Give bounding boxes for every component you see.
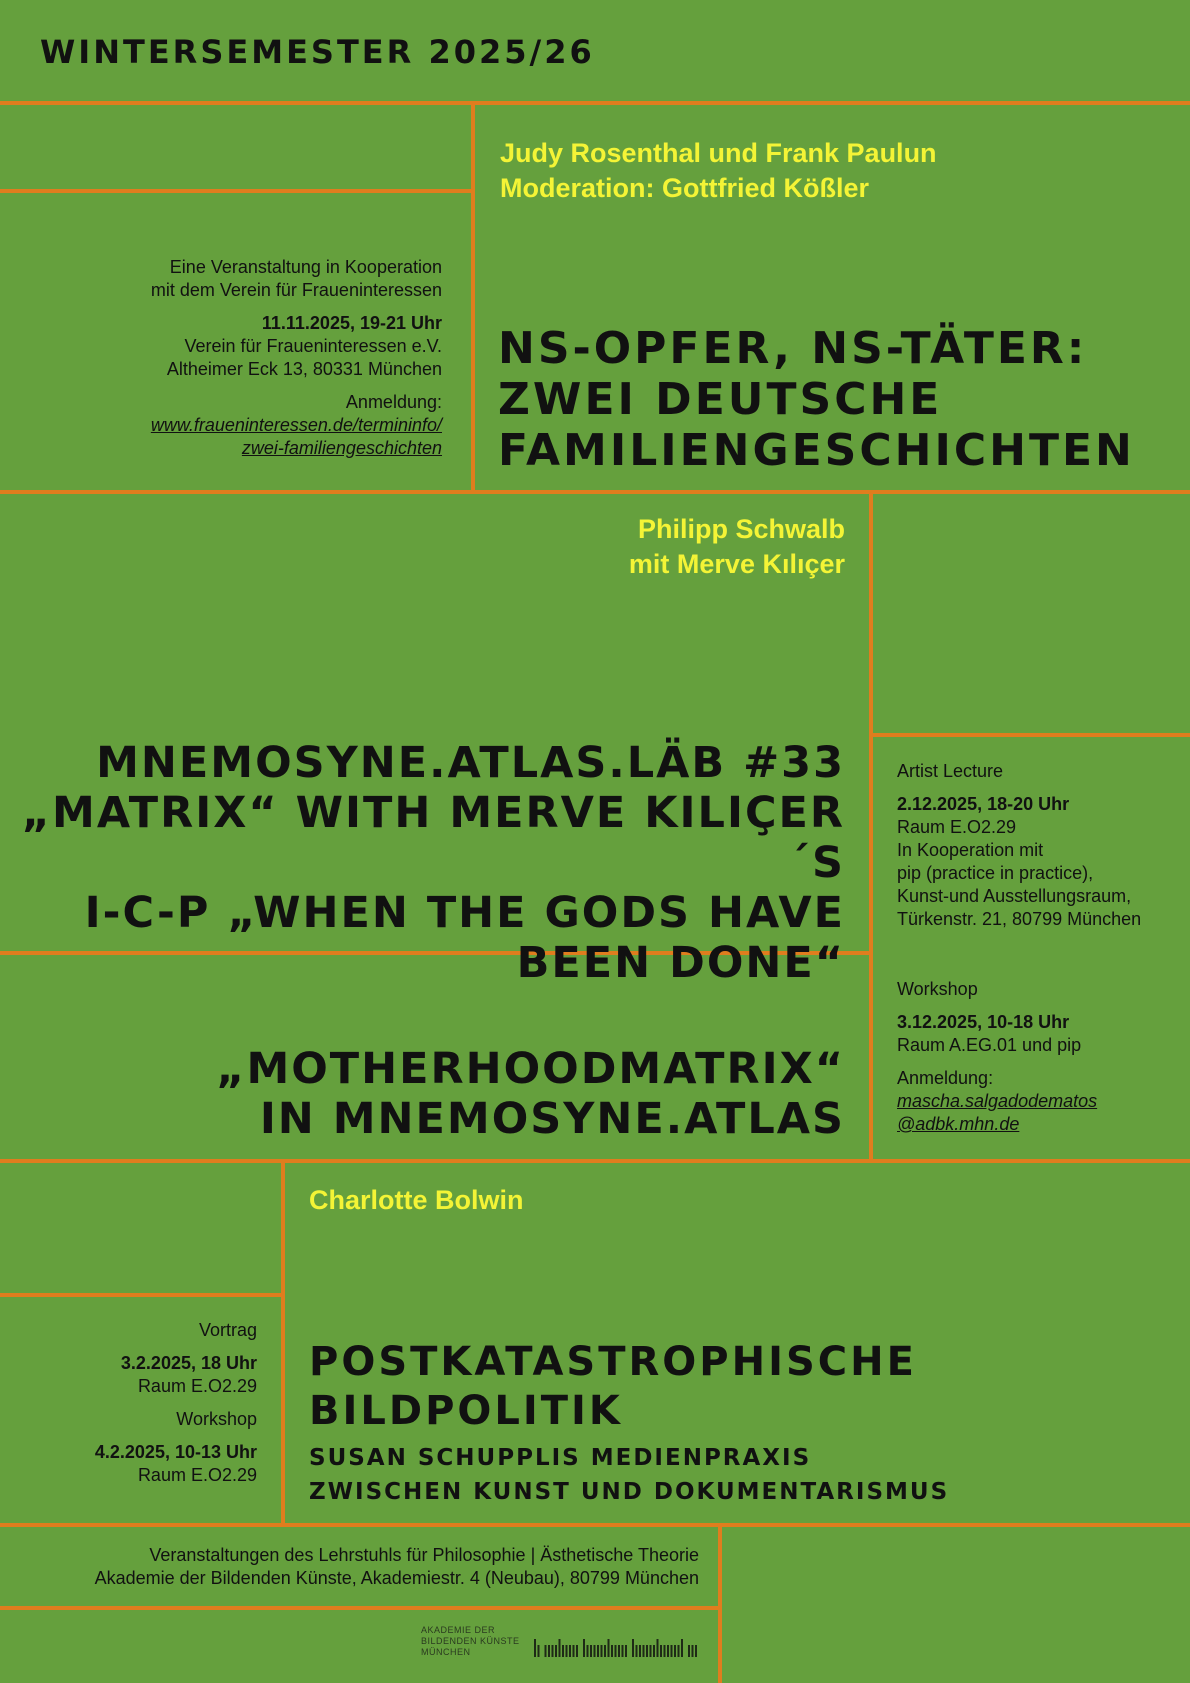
logo-bar (688, 1645, 690, 1657)
cooperation-note: Eine Veranstaltung in Kooperation (169, 257, 442, 277)
divider-line (0, 189, 473, 193)
logo-bar (562, 1645, 564, 1657)
registration-label: Anmeldung: (897, 1068, 994, 1088)
venue: Verein für Fraueninteressen e.V. (184, 336, 442, 356)
logo-bar (678, 1645, 680, 1657)
event3-info (17, 1319, 257, 1487)
logo-bar (625, 1645, 627, 1657)
event2-speakers: Philipp Schwalb mit Merve Kılıçer (628, 514, 845, 579)
event2-workshop-info (897, 978, 1182, 1136)
logo-bar (636, 1645, 638, 1657)
cooperation-note: mit dem Verein für Fraueninteressen (150, 280, 442, 300)
room: Raum E.O2.29 (137, 1465, 257, 1485)
logo-bar (573, 1645, 575, 1657)
divider-line (869, 490, 873, 1163)
event1-speakers: Judy Rosenthal und Frank Paulun Moderation: Gottfried Kößler (500, 138, 937, 203)
divider-line (0, 1606, 720, 1610)
divider-line (471, 101, 475, 494)
registration-email[interactable]: mascha.salgadodematos (897, 1091, 1098, 1111)
page-title: WINTERSEMESTER 2025/26 (40, 33, 595, 71)
logo-bar (695, 1645, 697, 1657)
talk-label: Vortrag (198, 1320, 257, 1340)
event2-lecture-info: Artist Lecture 2.12.2025, 18-20 Uhr Raum E.O2.29 In Kooperation mit pip (practice in practice), Kunst-und Ausstellungsraum, Türkenstr. 21, 80799 München (897, 760, 1182, 931)
registration-link[interactable]: zwei-familiengeschichten (241, 438, 442, 458)
academy-logo (421, 1625, 701, 1663)
logo-bar (639, 1645, 641, 1657)
logo-bar (590, 1645, 592, 1657)
registration-email[interactable]: @adbk.mhn.de (897, 1114, 1020, 1134)
lecture-label: Artist Lecture (897, 761, 1004, 781)
divider-line (281, 1159, 285, 1527)
event-date: 4.2.2025, 10-13 Uhr (94, 1442, 257, 1462)
logo-bar (643, 1645, 645, 1657)
divider-line (869, 733, 1190, 737)
logo-bar (545, 1645, 547, 1657)
venue: Altheimer Eck 13, 80331 München (166, 359, 442, 379)
logo-bar (622, 1645, 624, 1657)
event1-title: NS-OPFER, NS-TÄTER: ZWEI DEUTSCHE FAMILIENGESCHICHTEN (498, 323, 1135, 476)
logo-bar (671, 1645, 673, 1657)
divider-line (718, 1523, 722, 1683)
logo-bar (538, 1645, 540, 1657)
logo-bar (594, 1645, 596, 1657)
logo-bar (597, 1645, 599, 1657)
event2-subtitle: „MOTHERHOODMATRIX“ IN MNEMOSYNE.ATLAS (216, 1044, 845, 1144)
logo-bar (555, 1645, 557, 1657)
divider-line (0, 101, 1190, 105)
logo-bar (692, 1645, 694, 1657)
logo-bar (650, 1645, 652, 1657)
event3-title: POSTKATASTROPHISCHE BILDPOLITIK (309, 1339, 917, 1434)
logo-bar (660, 1645, 662, 1657)
event3-subtitle: SUSAN SCHUPPLIS MEDIENPRAXIS ZWISCHEN KUNST UND DOKUMENTARISMUS (309, 1445, 950, 1505)
logo-bar (583, 1639, 585, 1657)
logo-bar (674, 1645, 676, 1657)
logo-bar (664, 1645, 666, 1657)
logo-bar (657, 1639, 659, 1657)
event-date: 3.2.2025, 18 Uhr (120, 1353, 257, 1373)
room: Raum A.EG.01 und pip (897, 1035, 1082, 1055)
logo-bar (552, 1645, 554, 1657)
divider-line (0, 1293, 283, 1297)
logo-bar (576, 1645, 578, 1657)
event-date: 3.12.2025, 10-18 Uhr (897, 1012, 1070, 1032)
logo-bar (632, 1639, 634, 1657)
logo-bar (653, 1645, 655, 1657)
logo-bar (569, 1645, 571, 1657)
logo-bar (667, 1645, 669, 1657)
workshop-label: Workshop (176, 1409, 257, 1429)
registration-link[interactable]: www.fraueninteressen.de/termininfo/ (150, 415, 442, 435)
logo-bar (615, 1645, 617, 1657)
logo-bar (681, 1639, 683, 1657)
logo-bar (646, 1645, 648, 1657)
logo-bar (559, 1639, 561, 1657)
logo-bar (604, 1645, 606, 1657)
divider-line (0, 1159, 1190, 1163)
logo-text: AKADEMIE DER BILDENDEN KÜNSTE MÜNCHEN (421, 1625, 520, 1657)
room: Raum E.O2.29 (137, 1376, 257, 1396)
footer-organizer: Veranstaltungen des Lehrstuhls für Philosophie | Ästhetische Theorie Akademie der Bildenden Künste, Akademiestr. 4 (Neubau), 80799 München (94, 1545, 699, 1588)
logo-bar (587, 1645, 589, 1657)
event3-speaker: Charlotte Bolwin (309, 1185, 524, 1215)
logo-bar (601, 1645, 603, 1657)
event2-title: MNEMOSYNE.ATLAS.LÄB #33 „MATRIX“ WITH MERVE KILIÇER´S I-C-P „WHEN THE GODS HAVE BEEN DONE“ (21, 738, 845, 988)
event-date: 2.12.2025, 18-20 Uhr (897, 794, 1070, 814)
logo-bar (618, 1645, 620, 1657)
logo-bar (548, 1645, 550, 1657)
registration-label: Anmeldung: (345, 392, 442, 412)
logo-bar (534, 1639, 536, 1657)
divider-line (0, 1523, 1190, 1527)
logo-mark-icon (534, 1637, 704, 1659)
workshop-label: Workshop (897, 979, 978, 999)
divider-line (0, 490, 1190, 494)
logo-bar (566, 1645, 568, 1657)
logo-bar (608, 1639, 610, 1657)
event-date: 11.11.2025, 19-21 Uhr (261, 313, 442, 333)
logo-bar (611, 1645, 613, 1657)
event1-info (2, 256, 442, 460)
